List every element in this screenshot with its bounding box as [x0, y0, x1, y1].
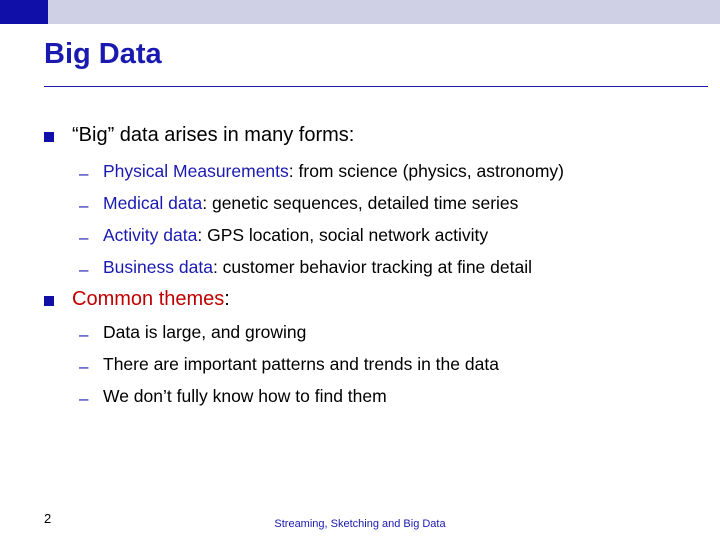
sub-bullet-text: : genetic sequences, detailed time series — [202, 193, 519, 213]
square-bullet-icon — [44, 296, 54, 306]
sub-bullet — [103, 225, 488, 246]
slide-footer: Streaming, Sketching and Big Data — [274, 518, 446, 530]
sub-bullet — [103, 193, 518, 214]
dash-icon: – — [79, 196, 89, 215]
sub-bullet-highlight: Physical Measurements — [103, 161, 289, 181]
sub-bullet-highlight: Medical data — [103, 193, 203, 213]
slide-title: Big Data — [44, 38, 162, 70]
sub-bullet: We don’t fully know how to find them — [103, 386, 387, 406]
dash-icon: – — [79, 228, 89, 247]
sub-bullet — [103, 161, 564, 182]
dash-icon: – — [79, 357, 89, 376]
sub-bullet-text: : customer behavior tracking at fine detail — [212, 257, 532, 277]
bullet-text — [72, 288, 230, 311]
page-number: 2 — [44, 511, 52, 526]
dash-icon: – — [79, 164, 89, 183]
dash-icon: – — [79, 325, 89, 344]
bullet-text: “Big” data arises in many forms: — [72, 124, 355, 146]
sub-bullet: Data is large, and growing — [103, 322, 307, 342]
dash-icon: – — [79, 260, 89, 279]
sub-bullet-highlight: Activity data — [103, 225, 198, 245]
sub-bullet: There are important patterns and trends in the data — [103, 354, 499, 374]
sub-bullet-text: : GPS location, social network activity — [197, 225, 489, 245]
sub-bullet-text: : from science (physics, astronomy) — [288, 161, 564, 181]
sub-bullet-highlight: Business data — [103, 257, 213, 277]
square-bullet-icon — [44, 132, 54, 142]
dash-icon: – — [79, 389, 89, 408]
sub-bullet — [103, 257, 532, 278]
bullet-highlight: Common themes — [72, 288, 225, 310]
bullet-rest: : — [224, 288, 230, 310]
